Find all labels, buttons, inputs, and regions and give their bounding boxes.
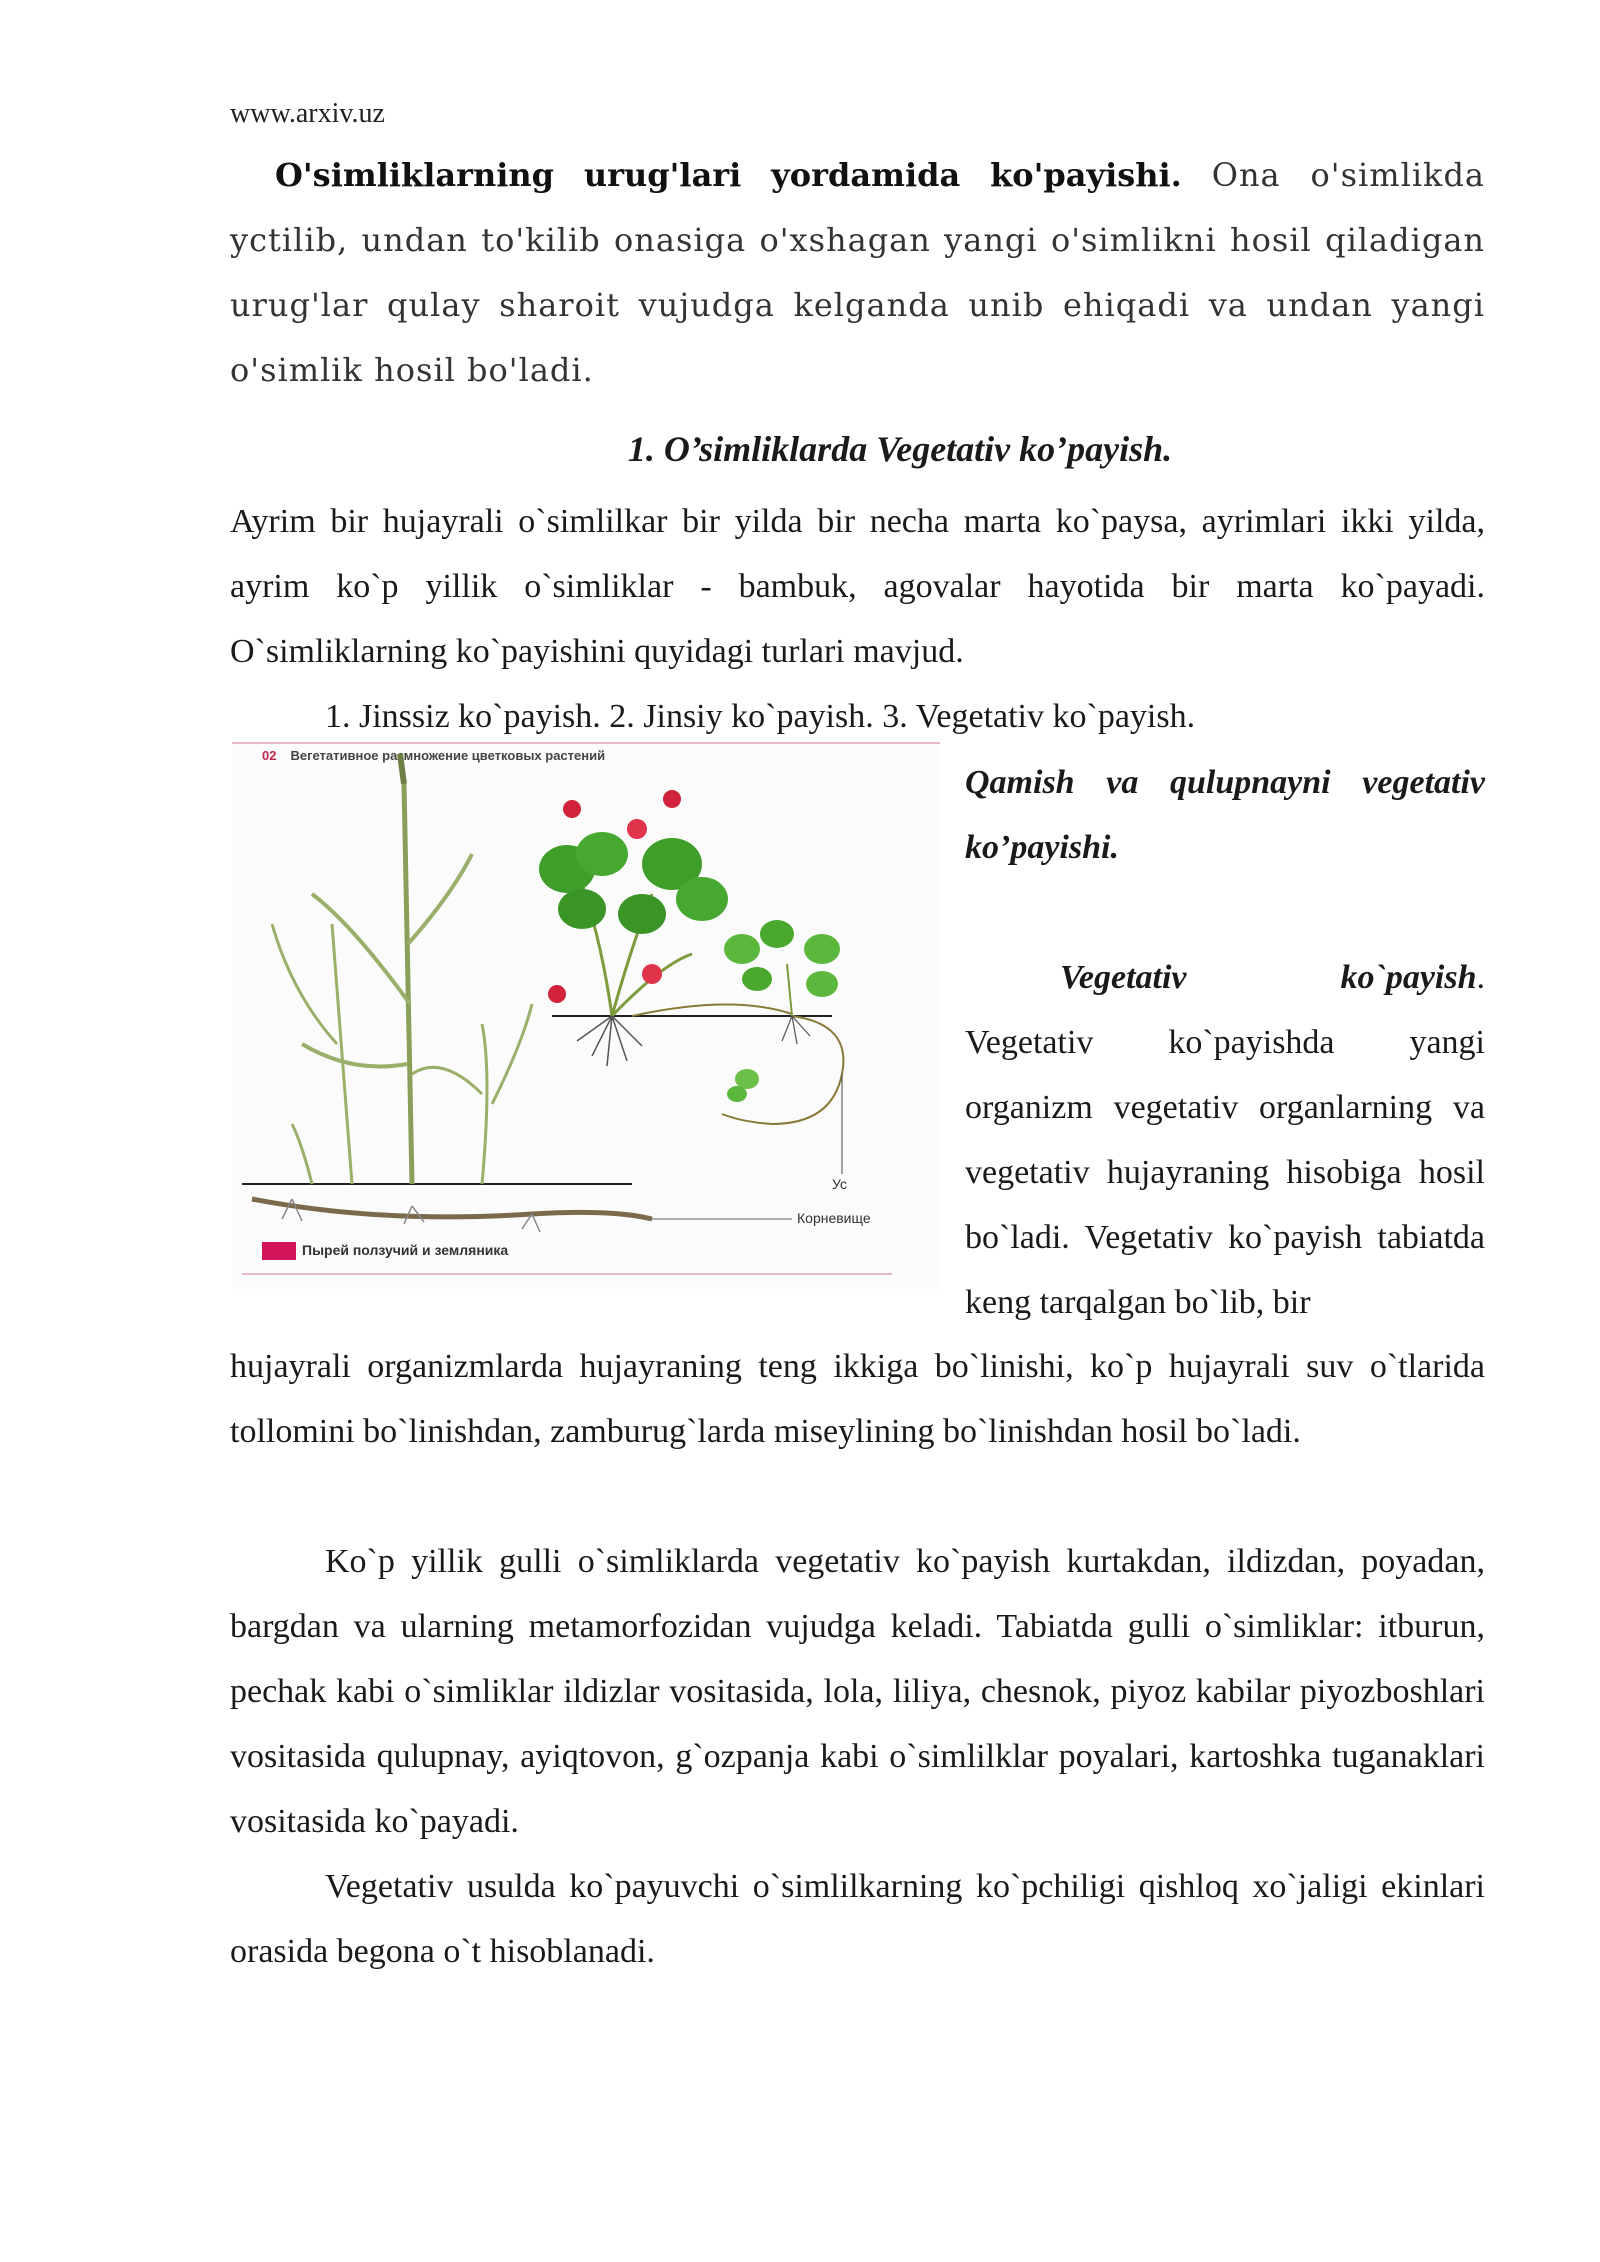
label-us: Ус [832,1176,847,1192]
types-list: 1. Jinssiz ko`payish. 2. Jinsiy ko`payish. 3. Vegetativ ko`payish. [325,698,1196,735]
intro-bold: O'simliklarning urug'lari yordamida ko'payishi. [275,156,1182,194]
weeds-paragraph: Vegetativ usulda ko`payuvchi o`simlilkarning ko`pchiligi qishloq xo`jaligi ekinlari orasida begona o`t hisoblanadi. [230,1868,1485,1970]
label-rhizome: Корневище [797,1210,871,1226]
figure-title: 02 Вегетативное размножение цветковых растений [262,748,606,763]
side-body-text: Vegetativ ko`payishda yangi organizm vegetativ organlarning va vegetativ hujayraning hisobiga hosil bo`ladi. Vegetativ ko`payish tabiatda keng tarqalgan bo`lib, bir [965,1024,1485,1321]
plant-drawing [232,744,940,1289]
perennial-paragraph: Ko`p yillik gulli o`simliklarda vegetativ ko`payish kurtakdan, ildizdan, poyadan, bargdan va ularning metamorfozidan vujudga keladi. Tabiatda gulli o`simliklar: itburun, pechak kabi o`simliklar ildizlar vositasida, lola, liliya, chesnok, piyoz kabilar piyozboshlari vositasida qulupnay, ayiqtovon, g`ozpanja kabi o`simlilklar poyalari, kartoshka tuganaklari vositasida ko`payadi. [230,1543,1485,1840]
section-heading: 1. O’simliklarda Vegetativ ko’payish. [627,429,1173,469]
side-body [965,945,1485,1335]
plant-illustration [232,742,940,1289]
intro-paragraph [230,143,1485,403]
side-title [965,750,1485,880]
side-title-line2: ko’payishi. [965,829,1119,866]
types-paragraph: Ayrim bir hujayrali o`simlilkar bir yilda bir necha marta ko`paysa, ayrimlari ikki yilda, ayrim ko`p yillik o`simliklar - bambuk, agovalar hayotida bir marta ko`payadi. O`simliklarning ko`payishini quyidagi turlari mavjud. [230,503,1485,670]
intro-text: Ona o'simlikda yctilib, undan to'kilib onasiga o'xshagan yangi o'simlikni hosil qiladigan urug'lar qulay sharoit vujudga kelganda unib ehiqadi va undan yangi o'simlik hosil bo'ladi. [230,156,1486,389]
caption-badge [262,1242,296,1260]
continue-paragraph: hujayrali organizmlarda hujayraning teng ikkiga bo`linishi, ko`p hujayrali suv o`tlarida tollomini bo`linishdan, zamburug`larda miseylining bo`linishdan hosil bo`ladi. [230,1348,1485,1450]
side-lead: Vegetativ ko`payish. [1060,959,1485,996]
figure-caption: Пырей ползучий и земляника [262,1242,508,1260]
side-title-line1: Qamish va qulupnayni vegetativ [965,764,1485,801]
site-header: www.arxiv.uz [230,98,385,129]
